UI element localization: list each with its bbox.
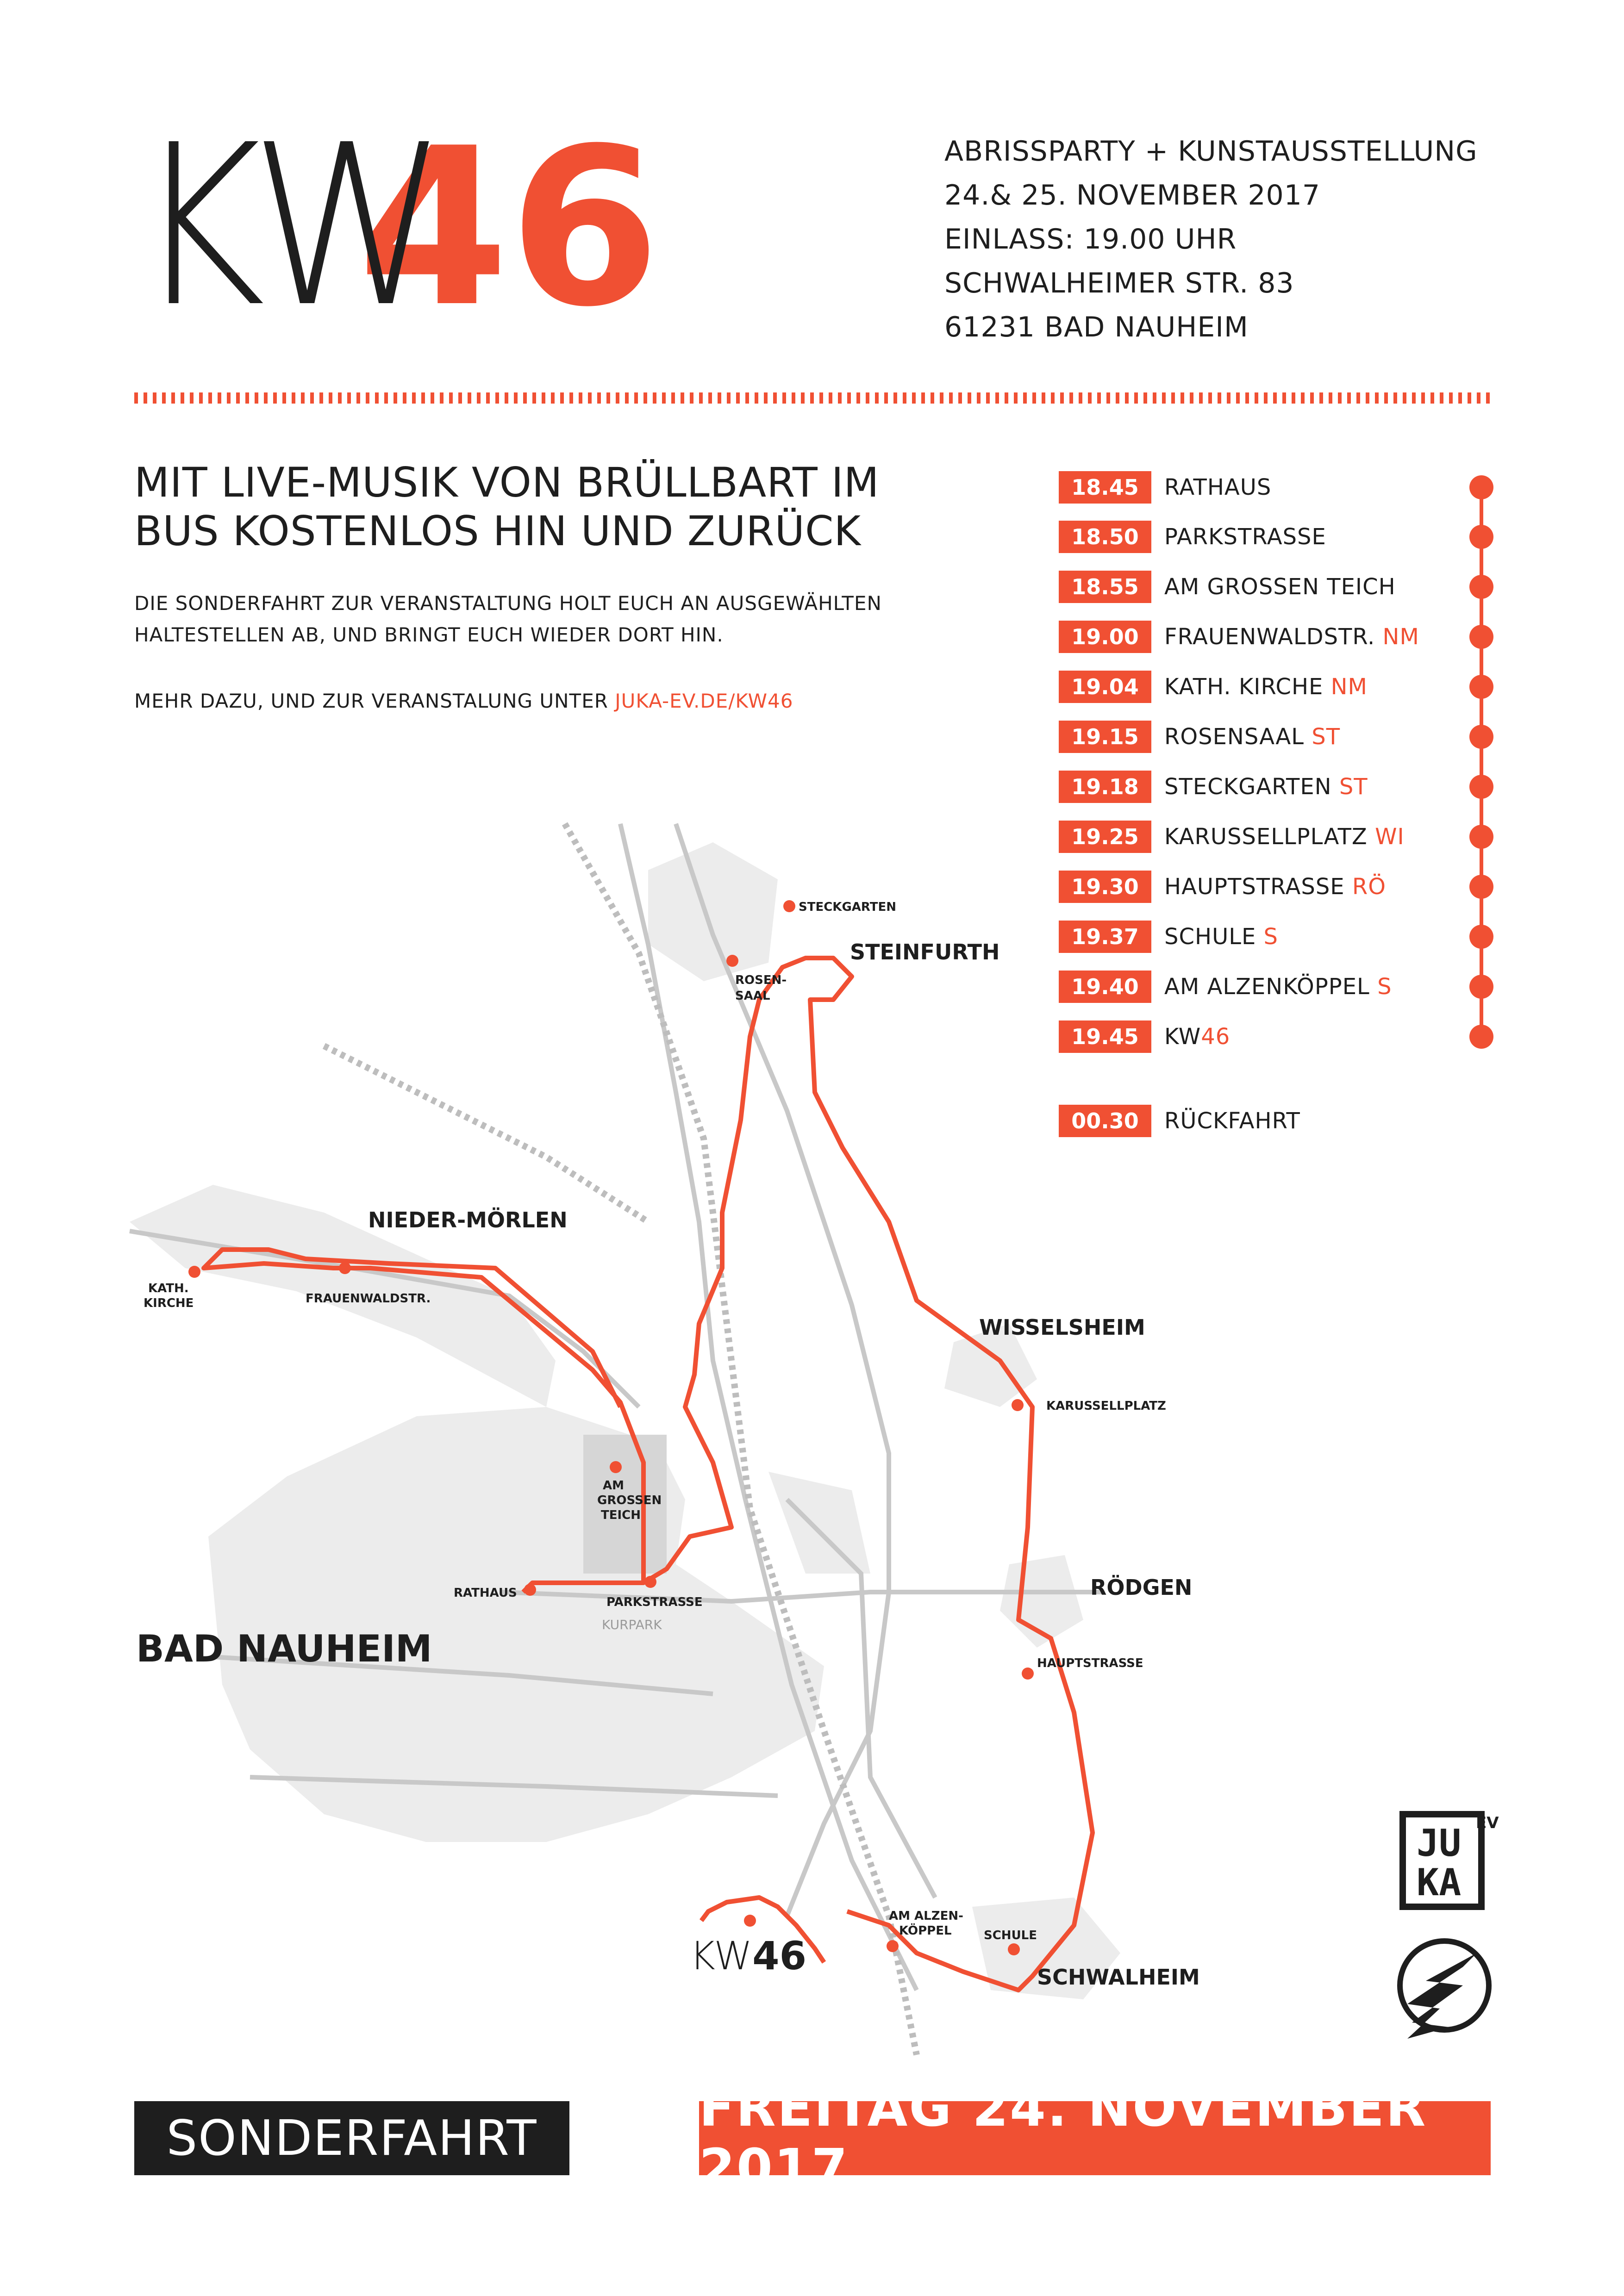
stop-label-kath-kirche: KIRCHE	[144, 1296, 194, 1310]
stop-name: PARKSTRASSE	[1164, 524, 1326, 550]
route-dot	[1469, 975, 1493, 999]
return-time: 00.30	[1059, 1105, 1151, 1137]
footer-sonderfahrt: SONDERFAHRT	[134, 2101, 569, 2175]
stop-tag: S	[1263, 924, 1279, 950]
event-info-line: 24.& 25. NOVEMBER 2017	[944, 179, 1321, 212]
route-line	[1480, 488, 1483, 1048]
description	[134, 588, 882, 651]
stop-marker	[1008, 1943, 1020, 1955]
stop-marker	[726, 955, 738, 967]
schedule-time: 19.04	[1059, 671, 1151, 703]
route-dot	[1469, 475, 1493, 499]
kw-text: KW	[690, 1933, 753, 1979]
event-info	[944, 130, 1478, 349]
route-dot	[1469, 775, 1493, 799]
juka-logo	[1398, 1810, 1499, 1911]
footer-date: FREITAG 24. NOVEMBER 2017	[699, 2101, 1491, 2175]
juka-top-text: JU	[1417, 1822, 1462, 1865]
stop-label-steckgarten: STECKGARTEN	[799, 900, 897, 914]
stop-label-hauptstrasse: HAUPTSTRASSE	[1037, 1656, 1143, 1670]
schedule-row	[1059, 771, 1368, 803]
stop-marker	[1012, 1399, 1024, 1411]
map-label-schwalheim: SCHWALHEIM	[1037, 1965, 1200, 1990]
dotted-divider	[134, 392, 1491, 404]
stop-name: RATHAUS	[1164, 474, 1272, 500]
stop-name: ROSENSAAL	[1164, 724, 1304, 750]
more-info	[134, 690, 793, 712]
more-info-text: MEHR DAZU, UND ZUR VERANSTALUNG UNTER	[134, 690, 615, 712]
logo-kw: KW	[134, 97, 440, 356]
route-dot	[1469, 925, 1493, 949]
stop-tag: NM	[1382, 624, 1419, 650]
map-label-roedgen: RÖDGEN	[1090, 1575, 1193, 1600]
stop-name: AM ALZENKÖPPEL	[1164, 974, 1370, 1000]
event-info-line: EINLASS: 19.00 UHR	[944, 223, 1237, 255]
stop-label-am-grossen-teich: GROSSEN	[597, 1493, 662, 1507]
stop-label-rathaus: RATHAUS	[454, 1586, 517, 1600]
stop-name: AM GROSSEN TEICH	[1164, 574, 1396, 600]
schedule-row	[1059, 721, 1340, 753]
stop-tag: ST	[1312, 724, 1341, 750]
stop-name: KATH. KIRCHE	[1164, 674, 1324, 700]
map-label-nieder-moerlen: NIEDER-MÖRLEN	[368, 1207, 568, 1232]
map-label-kurpark: KURPARK	[602, 1617, 662, 1632]
map-areas	[130, 842, 1120, 1999]
stop-label-kath-kirche: KATH.	[148, 1282, 189, 1295]
schedule-time: 19.40	[1059, 971, 1151, 1003]
stop-name: FRAUENWALDSTR.	[1164, 624, 1375, 650]
stop-name: KW	[1164, 1024, 1201, 1050]
route-dot	[1469, 725, 1493, 749]
stop-name: SCHULE	[1164, 924, 1256, 950]
headline-line: BUS KOSTENLOS HIN UND ZURÜCK	[134, 507, 862, 555]
schedule-stop	[1164, 524, 1326, 550]
schedule-row	[1059, 621, 1419, 653]
juka-ev-text: EV	[1476, 1814, 1499, 1832]
schedule-row	[1059, 671, 1368, 703]
stop-marker	[524, 1584, 536, 1596]
logo-46: 46	[357, 101, 661, 355]
stop-label-frauenwaldstr: FRAUENWALDSTR.	[306, 1292, 431, 1306]
route-dot	[1469, 1025, 1493, 1049]
stop-label-schule: SCHULE	[984, 1929, 1037, 1942]
description-line: HALTESTELLEN AB, UND BRINGT EUCH WIEDER DORT HIN.	[134, 623, 724, 646]
schedule-time: 19.25	[1059, 821, 1151, 853]
stop-name: HAUPTSTRASSE	[1164, 874, 1345, 900]
return-label: RÜCKFAHRT	[1164, 1108, 1300, 1134]
stop-tag: S	[1377, 974, 1392, 1000]
schedule-time: 18.55	[1059, 571, 1151, 603]
map-label-steinfurth: STEINFURTH	[850, 940, 1000, 964]
route-dot	[1469, 825, 1493, 849]
stop-label-am-grossen-teich: AM	[603, 1479, 624, 1493]
stop-tag: WI	[1375, 824, 1405, 850]
schedule-time: 19.00	[1059, 621, 1151, 653]
stop-label-am-alzenkoeppel: AM ALZEN-	[889, 1909, 963, 1923]
stop-marker	[887, 1940, 899, 1952]
schedule-stop	[1164, 624, 1419, 650]
schedule-stop	[1164, 724, 1340, 750]
map-label-wisselsheim: WISSELSHEIM	[979, 1315, 1145, 1340]
stop-label-rosensaal: SAAL	[735, 989, 770, 1003]
stop-label-am-alzenkoeppel: KÖPPEL	[899, 1924, 952, 1938]
stop-label-rosensaal: ROSEN-	[735, 973, 787, 987]
schedule-stop	[1164, 474, 1271, 500]
route-dot	[1469, 875, 1493, 899]
stop-label-parkstrasse: PARKSTRASSE	[606, 1595, 703, 1609]
stop-marker	[744, 1915, 756, 1927]
schedule-time: 19.45	[1059, 1020, 1151, 1053]
stop-tag: ST	[1339, 774, 1368, 800]
headline-line: MIT LIVE-MUSIK VON BRÜLLBART IM	[134, 459, 880, 506]
stop-marker	[644, 1576, 656, 1588]
stop-name: STECKGARTEN	[1164, 774, 1332, 800]
stop-marker	[1022, 1668, 1034, 1680]
schedule-row	[1059, 521, 1326, 553]
stop-label-karussellplatz: KARUSSELLPLATZ	[1046, 1399, 1166, 1413]
schedule-time: 19.15	[1059, 721, 1151, 753]
stop-tag: NM	[1330, 674, 1368, 700]
schedule-time: 19.18	[1059, 771, 1151, 803]
stop-marker	[783, 900, 795, 912]
kw-num: 46	[752, 1933, 807, 1979]
schedule-row	[1059, 471, 1271, 504]
schedule-stop	[1164, 574, 1396, 600]
schedule-time: 19.30	[1059, 871, 1151, 903]
stop-label-am-grossen-teich: TEICH	[601, 1508, 641, 1522]
schedule-stop	[1164, 774, 1368, 800]
kw46-map-label	[690, 1933, 806, 1979]
juka-bottom-text: KA	[1417, 1861, 1462, 1904]
website-link[interactable]: JUKA-EV.DE/KW46	[615, 690, 793, 712]
route-dot	[1469, 575, 1493, 599]
emblem-logo	[1393, 1935, 1495, 2041]
schedule-time: 18.45	[1059, 471, 1151, 504]
stop-marker	[610, 1461, 622, 1473]
event-info-line: ABRISSPARTY + KUNSTAUSSTELLUNG	[944, 135, 1478, 168]
schedule-row	[1059, 571, 1396, 603]
event-info-line: 61231 BAD NAUHEIM	[944, 311, 1249, 343]
route-dot	[1469, 625, 1493, 649]
schedule-time: 19.37	[1059, 921, 1151, 953]
stop-name: KARUSSELLPLATZ	[1164, 824, 1368, 850]
route-dot	[1469, 525, 1493, 549]
route-dot	[1469, 675, 1493, 699]
description-line: DIE SONDERFAHRT ZUR VERANSTALTUNG HOLT EUCH AN AUSGEWÄHLTEN	[134, 592, 882, 615]
stop-tag: RÖ	[1352, 874, 1387, 900]
stop-marker	[339, 1262, 351, 1274]
schedule-time: 18.50	[1059, 521, 1151, 553]
schedule-stop	[1164, 674, 1368, 700]
stop-marker	[188, 1266, 200, 1278]
route-map	[130, 805, 1250, 2083]
stop-tag: 46	[1201, 1024, 1230, 1050]
kw46-logo	[134, 97, 661, 356]
headline	[134, 458, 880, 555]
map-label-bad-nauheim: BAD NAUHEIM	[136, 1627, 432, 1670]
event-info-line: SCHWALHEIMER STR. 83	[944, 267, 1294, 299]
